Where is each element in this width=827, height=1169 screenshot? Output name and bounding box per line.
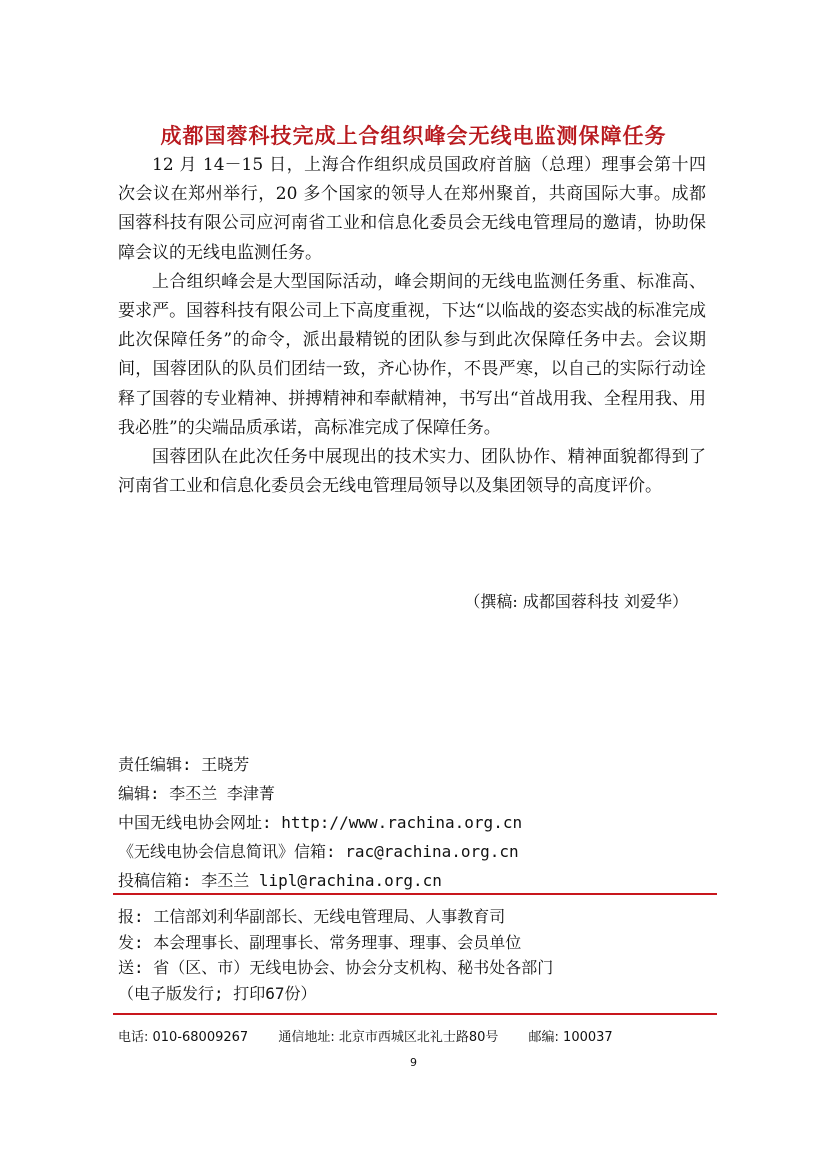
- article-byline: （撰稿: 成都国蓉科技 刘爱华）: [464, 592, 688, 611]
- editors-line: 编辑: 李丕兰 李津菁: [118, 784, 275, 803]
- report-to-line: 报: 工信部刘利华副部长、无线电管理局、人事教育司: [118, 907, 506, 926]
- newsletter-email-line: 《无线电协会信息简讯》信箱: rac@rachina.org.cn: [118, 842, 519, 861]
- distribution-list: [118, 904, 553, 1006]
- submission-email-line: 投稿信箱: 李丕兰 lipl@rachina.org.cn: [118, 871, 442, 890]
- article-body: [118, 151, 706, 501]
- article-paragraph: 12 月 14－15 日，上海合作组织成员国政府首脑（总理）理事会第十四次会议在郑州举行，20 多个国家的领导人在郑州聚首，共商国际大事。成都国蓉科技有限公司应河南省工业和信息化委员会无线电管理局的邀请，协助保障会议的无线电监测任务。: [118, 155, 706, 263]
- article-paragraph: 国蓉团队在此次任务中展现出的技术实力、团队协作、精神面貌都得到了河南省工业和信息化委员会无线电管理局领导以及集团领导的高度评价。: [118, 447, 706, 497]
- print-note-line: （电子版发行; 打印67份）: [118, 983, 317, 1003]
- mailing-address: 通信地址: 北京市西城区北礼士路80号: [278, 1030, 499, 1045]
- responsible-editor-line: 责任编辑: 王晓芳: [118, 755, 250, 774]
- article-title: 成都国蓉科技完成上合组织峰会无线电监测保障任务: [160, 124, 667, 149]
- article-paragraph: 上合组织峰会是大型国际活动，峰会期间的无线电监测任务重、标准高、要求严。国蓉科技有限公司上下高度重视，下达“以临战的姿态实战的标准完成此次保障任务”的命令，派出最精锐的团队参与到此次保障任务中去。会议期间，国蓉团队的队员们团结一致，齐心协作，不畏严寒，以自己的实际行动诠释了国蓉的专业精神、拼搏精神和奉献精神，书写出“首战用我、全程用我、用我必胜”的尖端品质承诺，高标准完成了保障任务。: [118, 271, 706, 438]
- copy-to-line: 送: 省（区、市）无线电协会、协会分支机构、秘书处各部门: [118, 958, 554, 977]
- website-line: 中国无线电协会网址: http://www.rachina.org.cn: [118, 813, 523, 832]
- postal-code: 邮编: 100037: [528, 1030, 613, 1045]
- divider-bottom: [113, 1013, 717, 1015]
- contact-footer: [118, 1026, 613, 1045]
- send-to-line: 发: 本会理事长、副理事长、常务理事、理事、会员单位: [118, 932, 522, 952]
- divider-top: [113, 893, 717, 895]
- phone-number: 电话: 010-68009267: [118, 1030, 249, 1045]
- editorial-credits: [118, 750, 522, 895]
- page-number: 9: [410, 1056, 417, 1069]
